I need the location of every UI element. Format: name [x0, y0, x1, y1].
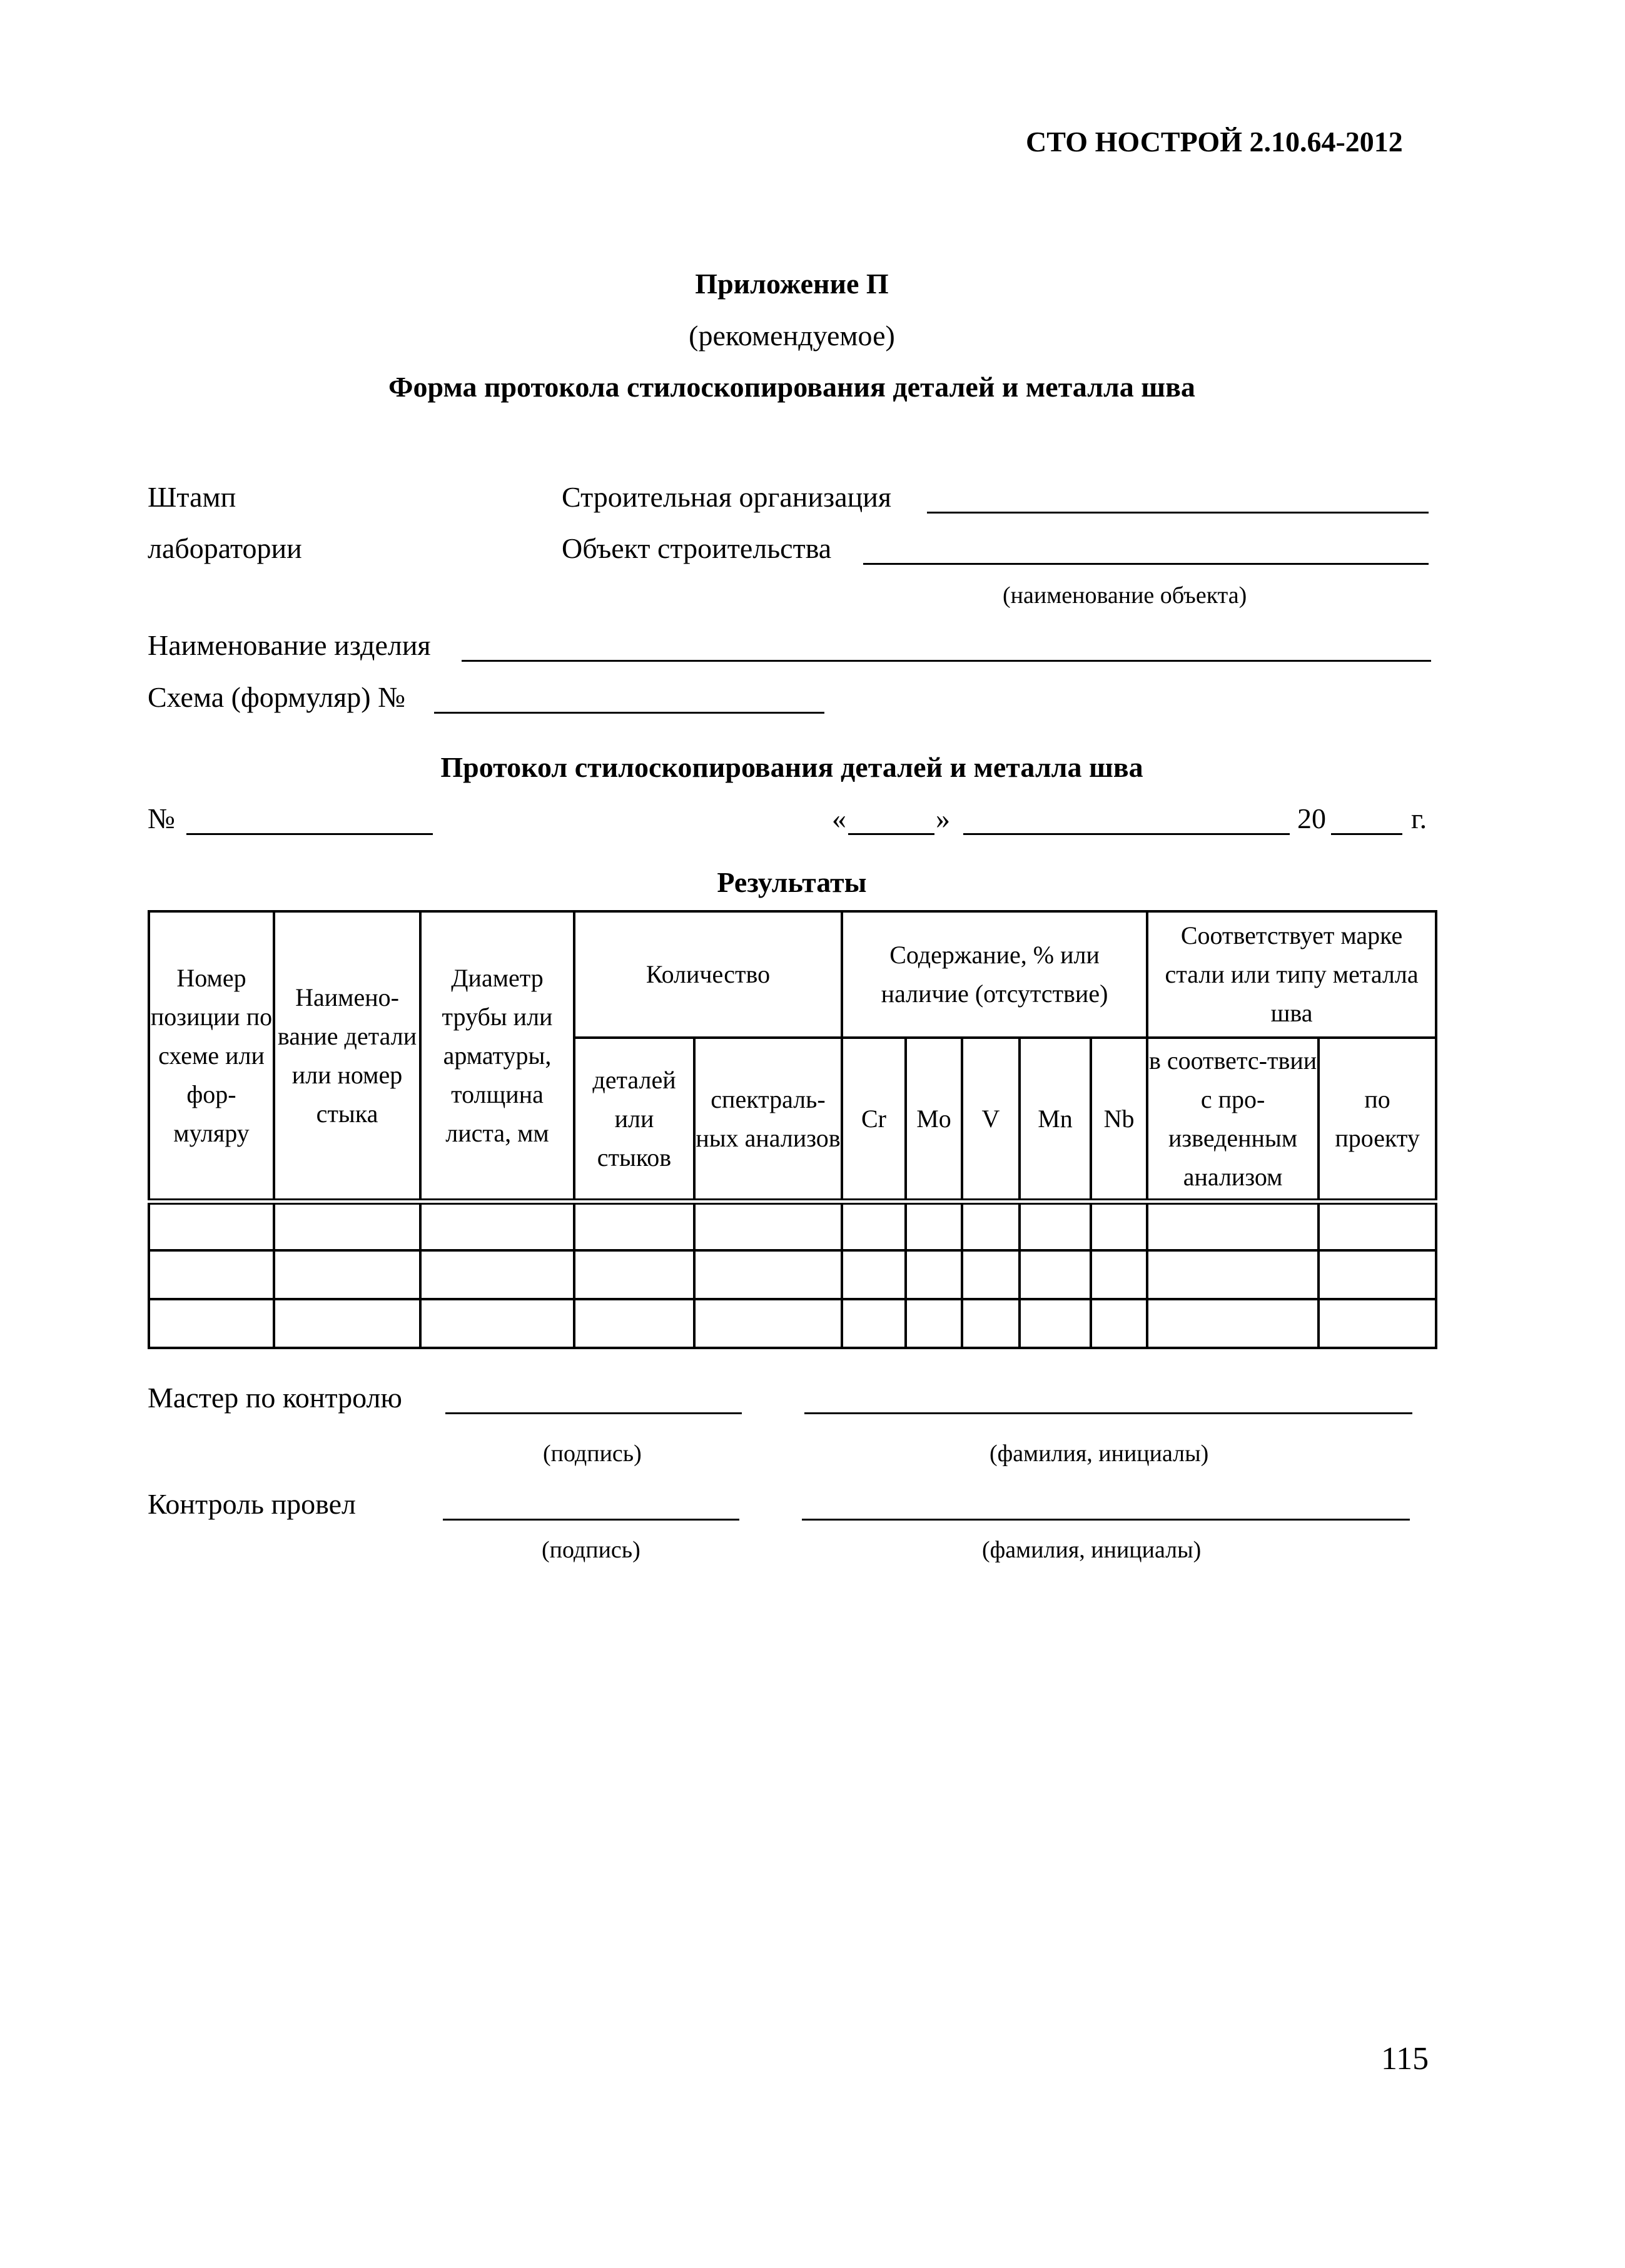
header-content: Содержание, % или наличие (отсутствие): [842, 911, 1147, 1038]
table-cell[interactable]: [574, 1250, 694, 1299]
master-signature-line[interactable]: [445, 1412, 742, 1414]
table-cell[interactable]: [1020, 1299, 1091, 1348]
table-row: [149, 1202, 1436, 1250]
date-year-line[interactable]: [1331, 833, 1402, 835]
master-name-line[interactable]: [804, 1412, 1412, 1414]
header-quantity: Количество: [574, 911, 842, 1038]
table-cell[interactable]: [1091, 1250, 1147, 1299]
table-cell[interactable]: [274, 1299, 420, 1348]
table-cell[interactable]: [694, 1202, 842, 1250]
appendix-title: Приложение П: [695, 268, 889, 300]
table-cell[interactable]: [1091, 1202, 1147, 1250]
year-suffix: г.: [1411, 802, 1427, 834]
product-field-line[interactable]: [462, 660, 1431, 662]
inspector-name-line[interactable]: [802, 1519, 1410, 1521]
results-table: [148, 910, 1437, 1349]
table-row: [149, 1299, 1436, 1348]
product-label: Наименование изделия: [148, 629, 431, 661]
header-qty-spectral: спектраль-ных анализов: [694, 1038, 842, 1202]
table-cell[interactable]: [1147, 1202, 1319, 1250]
header-qty-parts: деталей или стыков: [574, 1038, 694, 1202]
scheme-field-line[interactable]: [434, 712, 824, 714]
protocol-number-line[interactable]: [186, 833, 433, 835]
table-cell[interactable]: [1319, 1299, 1436, 1348]
date-close-quote: »: [936, 802, 950, 834]
year-prefix: 20: [1297, 802, 1326, 834]
protocol-title: Протокол стилоскопирования деталей и металла шва: [440, 751, 1143, 783]
table-cell[interactable]: [962, 1202, 1020, 1250]
table-cell[interactable]: [274, 1250, 420, 1299]
table-cell[interactable]: [1147, 1299, 1319, 1348]
header-mn: Mn: [1020, 1038, 1091, 1202]
header-position: Номер позиции по схеме или фор-муляру: [149, 911, 274, 1202]
object-field-line[interactable]: [863, 563, 1429, 565]
header-grade-actual: в соответс-твии с про-изведенным анализом: [1147, 1038, 1319, 1202]
table-cell[interactable]: [1091, 1299, 1147, 1348]
table-cell[interactable]: [149, 1299, 274, 1348]
date-month-line[interactable]: [963, 833, 1290, 835]
inspector-signature-line[interactable]: [443, 1519, 739, 1521]
stamp-label-line2: лаборатории: [148, 532, 302, 564]
object-hint: (наименование объекта): [1003, 582, 1247, 609]
object-label: Объект строительства: [562, 532, 832, 564]
table-cell[interactable]: [694, 1250, 842, 1299]
table-cell[interactable]: [420, 1299, 574, 1348]
header-mo: Mo: [906, 1038, 962, 1202]
table-cell[interactable]: [842, 1250, 906, 1299]
table-cell[interactable]: [149, 1202, 274, 1250]
protocol-number-label: №: [148, 802, 175, 834]
table-cell[interactable]: [962, 1250, 1020, 1299]
date-day-line[interactable]: [848, 833, 934, 835]
header-v: V: [962, 1038, 1020, 1202]
table-cell[interactable]: [906, 1202, 962, 1250]
table-cell[interactable]: [906, 1299, 962, 1348]
header-nb: Nb: [1091, 1038, 1147, 1202]
table-cell[interactable]: [1020, 1250, 1091, 1299]
header-name: Наимено-вание детали или номер стыка: [274, 911, 420, 1202]
inspector-signature-hint: (подпись): [542, 1537, 640, 1563]
table-cell[interactable]: [842, 1202, 906, 1250]
header-cr: Cr: [842, 1038, 906, 1202]
table-cell[interactable]: [906, 1250, 962, 1299]
header-grade: Соответствует марке стали или типу металла шва: [1147, 911, 1436, 1038]
header-grade-project: по проекту: [1319, 1038, 1436, 1202]
table-cell[interactable]: [962, 1299, 1020, 1348]
table-cell[interactable]: [274, 1202, 420, 1250]
table-cell[interactable]: [1319, 1202, 1436, 1250]
master-label: Мастер по контролю: [148, 1382, 402, 1414]
form-title: Форма протокола стилоскопирования деталей и металла шва: [388, 371, 1195, 403]
stamp-label-line1: Штамп: [148, 481, 236, 513]
org-label: Строительная организация: [562, 481, 892, 513]
table-cell[interactable]: [420, 1202, 574, 1250]
results-title: Результаты: [717, 866, 867, 898]
document-id: СТО НОСТРОЙ 2.10.64-2012: [1026, 126, 1403, 158]
page-number: 115: [1381, 2041, 1429, 2077]
master-name-hint: (фамилия, инициалы): [990, 1440, 1209, 1467]
table-cell[interactable]: [1020, 1202, 1091, 1250]
scheme-label: Схема (формуляр) №: [148, 681, 406, 713]
org-field-line[interactable]: [927, 512, 1429, 514]
table-cell[interactable]: [149, 1250, 274, 1299]
table-cell[interactable]: [694, 1299, 842, 1348]
inspector-label: Контроль провел: [148, 1488, 356, 1520]
table-cell[interactable]: [574, 1299, 694, 1348]
inspector-name-hint: (фамилия, инициалы): [982, 1537, 1202, 1563]
table-cell[interactable]: [420, 1250, 574, 1299]
header-diameter: Диаметр трубы или арматуры, толщина листа, мм: [420, 911, 574, 1202]
date-open-quote: «: [832, 802, 846, 834]
master-signature-hint: (подпись): [543, 1440, 642, 1467]
table-row: [149, 1250, 1436, 1299]
table-cell[interactable]: [1319, 1250, 1436, 1299]
table-cell[interactable]: [574, 1202, 694, 1250]
appendix-subtitle: (рекомендуемое): [689, 320, 895, 352]
table-cell[interactable]: [842, 1299, 906, 1348]
table-cell[interactable]: [1147, 1250, 1319, 1299]
